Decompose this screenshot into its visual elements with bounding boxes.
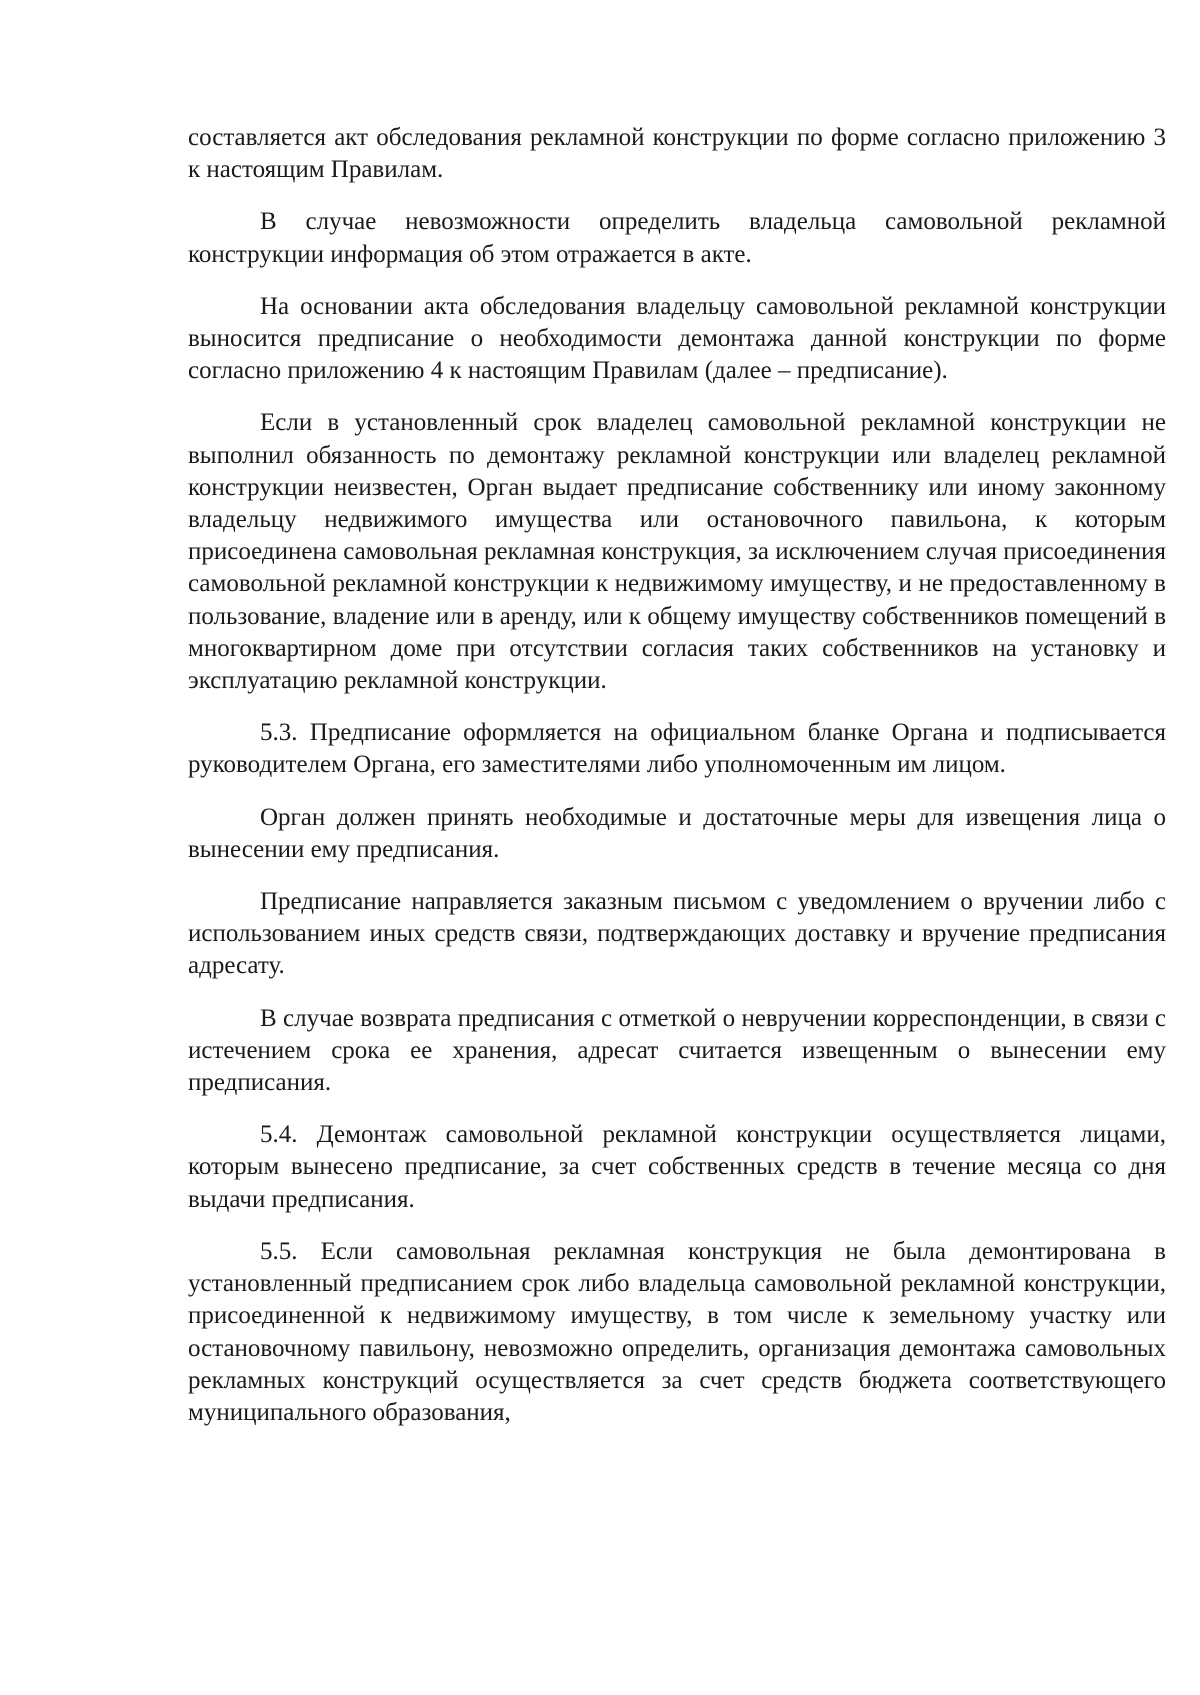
- paragraph-returned-order: В случае возврата предписания с отметкой о невручении корреспонденции, в связи с истечением срока ее хранения, адресат считается извещенным о вынесении ему предписания.: [188, 1004, 1166, 1097]
- paragraph-act-continuation: составляется акт обследования рекламной конструкции по форме согласно приложению 3 к настоящим Правилам.: [188, 124, 1166, 184]
- paragraph-5-3: 5.3. Предписание оформляется на официальном бланке Органа и подписывается руководителем Органа, его заместителями либо уполномоченным им лицом.: [188, 719, 1166, 779]
- paragraph-5-4: 5.4. Демонтаж самовольной рекламной конструкции осуществляется лицами, которым вынесено предписание, за счет собственных средств в течение месяца со дня выдачи предписания.: [188, 1121, 1166, 1213]
- paragraph-notification-measures: Орган должен принять необходимые и достаточные меры для извещения лица о вынесении ему предписания.: [188, 803, 1166, 863]
- paragraph-order-to-property-owner: Если в установленный срок владелец самовольной рекламной конструкции не выполнил обязанность по демонтажу рекламной конструкции или владелец рекламной конструкции неизвестен, Орган выдает предписание собственнику или иному законному владельцу недвижимого имущества или остановочного павильона, к которым присоединена самовольная рекламная конструкция, за исключением случая присоединения самовольной рекламной конструкции к недвижимому имуществу, и не предоставленному в пользование, владение или в аренду, или к общему имуществу собственников помещений в многоквартирном доме при отсутствии согласия таких собственников на установку и эксплуатацию рекламной конструкции.: [188, 409, 1166, 695]
- paragraph-delivery-method: Предписание направляется заказным письмом с уведомлением о вручении либо с использованием иных средств связи, подтверждающих доставку и вручение предписания адресату.: [188, 888, 1166, 980]
- document-body: [188, 122, 1166, 1449]
- paragraph-order-issued: На основании акта обследования владельцу самовольной рекламной конструкции выносится предписание о необходимости демонтажа данной конструкции по форме согласно приложению 4 к настоящим Правилам (далее – предписание).: [188, 292, 1166, 385]
- paragraph-owner-unknown: В случае невозможности определить владельца самовольной рекламной конструкции информация об этом отражается в акте.: [188, 208, 1166, 268]
- paragraph-5-5: 5.5. Если самовольная рекламная конструкция не была демонтирована в установленный предписанием срок либо владельца самовольной рекламной конструкции, присоединенной к недвижимому имуществу, в том числе к земельному участку или остановочному павильону, невозможно определить, организация демонтажа самовольных рекламных конструкций осуществляется за счет средств бюджета соответствующего муниципального образования,: [188, 1237, 1166, 1426]
